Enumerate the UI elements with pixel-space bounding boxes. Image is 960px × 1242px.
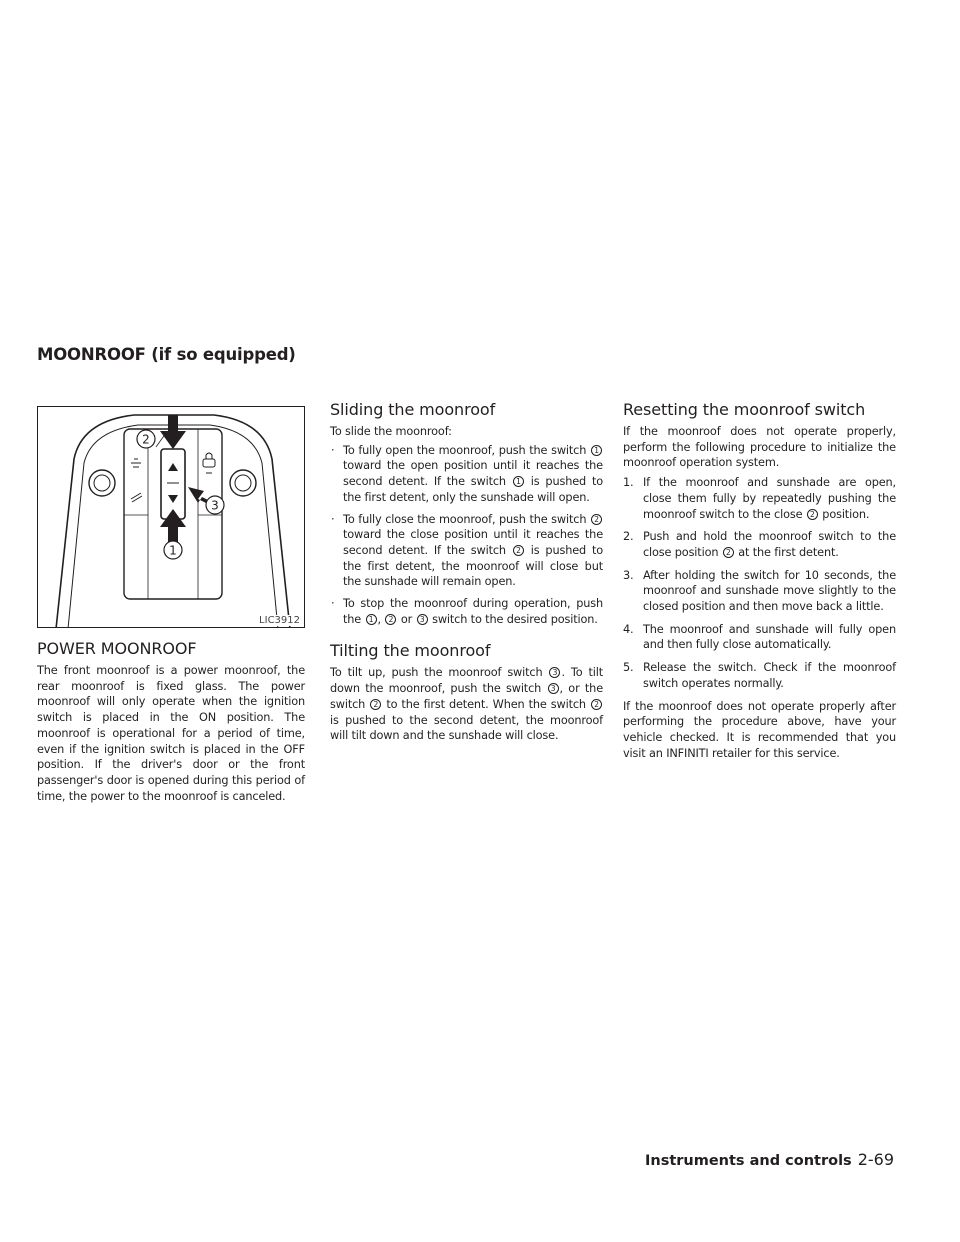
figure-label: LIC3912 (259, 615, 300, 626)
text: , (377, 612, 381, 626)
power-moonroof-body: The front moonroof is a power moonroof, the rear moonroof is fixed glass. The power moonroof will only operate when the ignition switch is placed in the ON position. The moonroof is operational for a period of time, even if the ignition switch is placed in the OFF position. If the driver's door or the front passenger's door is opened during this period of time, the power to the moonroof is canceled. (37, 664, 305, 803)
power-moonroof-column (37, 638, 305, 804)
switch-number-icon: 2 (591, 514, 602, 525)
sliding-bullet-open (330, 443, 603, 506)
callout-2-text: 2 (142, 432, 150, 447)
text: To fully open the moonroof, push the switch (343, 443, 587, 457)
switch-number-icon: 2 (513, 545, 524, 556)
switch-number-icon: 2 (385, 614, 396, 625)
step-number: 2. (623, 530, 634, 544)
switch-number-icon: 1 (513, 476, 524, 487)
resetting-intro: If the moonroof does not operate properly, perform the following procedure to initialize the moonroof operation system. (623, 425, 896, 470)
bullet-mark: · (331, 443, 335, 457)
text: After holding the switch for 10 seconds, the moonroof and sunshade move slightly to the closed position and then move back a little. (643, 568, 896, 614)
sliding-bullet-stop (330, 596, 603, 627)
tilting-body (330, 665, 603, 744)
reset-step-4 (623, 622, 896, 653)
step-number: 5. (623, 661, 634, 675)
text: , or the switch (330, 682, 603, 711)
step-number: 1. (623, 476, 634, 490)
sliding-bullet-close (330, 512, 603, 591)
text: toward the open position until it reaches the second detent. If the switch (343, 459, 603, 489)
switch-number-icon: 1 (366, 614, 377, 625)
section-title: MOONROOF (if so equipped) (37, 345, 296, 364)
bullet-mark: · (331, 597, 335, 611)
switch-number-icon: 3 (549, 667, 560, 678)
text: To fully close the moonroof, push the switch (343, 512, 587, 526)
page-footer (645, 1150, 894, 1169)
page-number: 2-69 (857, 1150, 894, 1169)
text: or (400, 612, 413, 626)
tilting-heading: Tilting the moonroof (330, 641, 491, 661)
switch-number-icon: 2 (370, 699, 381, 710)
text: The moonroof and sunshade will fully open and then fully close automatically. (643, 622, 896, 652)
text: If the moonroof and sunshade are open, close them fully by repeatedly pushing the moonroof switch to the close (643, 476, 896, 521)
resetting-outro: If the moonroof does not operate properly after performing the procedure above, have your vehicle checked. It is recommended that you visit an INFINITI retailer for this service. (623, 699, 896, 760)
text: is pushed to the first detent, the moonroof will close but the sunshade will remain open. (343, 543, 603, 589)
power-moonroof-heading: POWER MOONROOF (37, 639, 197, 658)
reset-step-1 (623, 475, 896, 522)
text: To tilt up, push the moonroof switch (330, 666, 543, 680)
sliding-tilting-column (330, 399, 603, 744)
step-number: 4. (623, 622, 634, 636)
step-number: 3. (623, 568, 634, 582)
text: Push and hold the moonroof switch to the close position (643, 530, 896, 559)
callout-3-text: 3 (211, 498, 219, 513)
moonroof-switch-illustration (38, 407, 305, 628)
reset-step-5 (623, 660, 896, 691)
switch-number-icon: 2 (591, 699, 602, 710)
reset-step-3 (623, 568, 896, 615)
moonroof-switch-figure (37, 406, 305, 628)
reset-step-2 (623, 529, 896, 560)
resetting-heading: Resetting the moonroof switch (623, 400, 866, 419)
callout-1-text: 1 (169, 543, 177, 558)
sliding-intro: To slide the moonroof: (330, 425, 452, 438)
switch-number-icon: 3 (417, 614, 428, 625)
switch-number-icon: 2 (723, 547, 734, 558)
text: is pushed to the first detent, only the sunshade will open. (343, 475, 603, 504)
bullet-mark: · (331, 512, 335, 526)
text: at the first detent. (738, 545, 839, 559)
switch-number-icon: 1 (591, 445, 602, 456)
footer-section: Instruments and controls (644, 1153, 852, 1169)
text: to the first detent. When the switch (386, 697, 586, 711)
text: toward the close position until it reaches the second detent. If the switch (343, 528, 603, 557)
text: position. (822, 507, 870, 521)
switch-number-icon: 3 (548, 683, 559, 694)
text: switch to the desired position. (432, 612, 598, 626)
sliding-heading: Sliding the moonroof (330, 400, 496, 419)
text: To stop the moonroof during operation, push the (343, 597, 603, 626)
resetting-column (623, 399, 896, 761)
switch-number-icon: 2 (807, 509, 818, 520)
text: . To tilt down the moonroof, push the switch (330, 666, 603, 696)
text: Release the switch. Check if the moonroof switch operates normally. (643, 661, 896, 690)
text: is pushed to the second detent, the moonroof will tilt down and the sunshade will close. (330, 713, 603, 743)
